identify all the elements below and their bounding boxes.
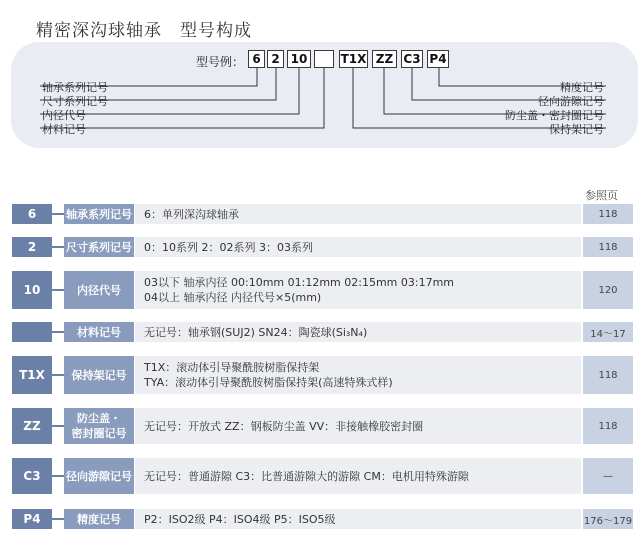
title-sub: 型号构成 xyxy=(180,21,252,41)
row-name: 尺寸系列记号 xyxy=(64,237,134,257)
table-row xyxy=(0,356,644,394)
row-name: 材料记号 xyxy=(64,322,134,342)
row-code: ZZ xyxy=(12,408,52,444)
label-dimension-series: 尺寸系列记号 xyxy=(42,95,108,108)
table-row xyxy=(0,237,644,257)
row-reference: — xyxy=(583,458,633,494)
label-shield-seal: 防尘盖・密封圈记号 xyxy=(505,109,604,122)
row-name: 防尘盖・ 密封圈记号 xyxy=(64,408,134,444)
table-row xyxy=(0,271,644,309)
row-reference: 118 xyxy=(583,356,633,394)
table-row xyxy=(0,458,644,494)
row-description: T1X：滚动体引导聚酰胺树脂保持架 TYA：滚动体引导聚酰胺树脂保持架(高速特殊式样) xyxy=(135,356,581,394)
code-box-bearing-series: 6 xyxy=(248,50,265,68)
row-description: 0：10系列 2：02系列 3：03系列 xyxy=(135,237,581,257)
label-material: 材料记号 xyxy=(42,123,86,136)
row-description: 6：单列深沟球轴承 xyxy=(135,204,581,224)
row-code: 2 xyxy=(12,237,52,257)
row-reference: 118 xyxy=(583,237,633,257)
code-box-radial-clearance: C3 xyxy=(401,50,423,68)
row-reference: 118 xyxy=(583,204,633,224)
reference-page-header: 参照页 xyxy=(585,189,618,202)
label-cage: 保持架记号 xyxy=(549,123,604,136)
table-row xyxy=(0,509,644,529)
label-bearing-series: 轴承系列记号 xyxy=(42,81,108,94)
title-main: 精密深沟球轴承 xyxy=(36,21,162,41)
row-code: 10 xyxy=(12,271,52,309)
row-description: 03以下 轴承内径 00:10mm 01:12mm 02:15mm 03:17mm 04以上 轴承内径 内径代号×5(mm) xyxy=(135,271,581,309)
row-name: 保持架记号 xyxy=(64,356,134,394)
row-connector xyxy=(52,246,64,248)
row-connector xyxy=(52,425,64,427)
row-code xyxy=(12,322,52,342)
code-box-precision: P4 xyxy=(427,50,449,68)
label-precision: 精度记号 xyxy=(560,81,604,94)
row-reference: 118 xyxy=(583,408,633,444)
row-description: 无记号：开放式 ZZ：钢板防尘盖 VV：非接触橡胶密封圈 xyxy=(135,408,581,444)
row-connector xyxy=(52,374,64,376)
row-name: 径向游隙记号 xyxy=(64,458,134,494)
example-label: 型号例： xyxy=(196,55,245,69)
label-radial-clearance: 径向游隙记号 xyxy=(538,95,604,108)
code-box-cage: T1X xyxy=(340,52,367,66)
row-name: 轴承系列记号 xyxy=(64,204,134,224)
row-connector xyxy=(52,518,64,520)
row-name: 精度记号 xyxy=(64,509,134,529)
row-connector xyxy=(52,331,64,333)
row-name: 内径代号 xyxy=(64,271,134,309)
row-code: T1X xyxy=(12,356,52,394)
table-row xyxy=(0,322,644,342)
code-box-material xyxy=(314,50,334,68)
row-connector xyxy=(52,213,64,215)
row-code: 6 xyxy=(12,204,52,224)
row-reference: 176～179 xyxy=(583,509,633,529)
page-title xyxy=(36,16,252,41)
row-connector xyxy=(52,475,64,477)
table-row xyxy=(0,204,644,224)
code-box-dimension-series: 2 xyxy=(267,50,284,68)
code-box-shield-seal: ZZ xyxy=(372,50,397,68)
table-row xyxy=(0,408,644,444)
row-code: P4 xyxy=(12,509,52,529)
row-reference: 120 xyxy=(583,271,633,309)
label-bore-code: 内径代号 xyxy=(42,109,86,122)
row-description: 无记号：普通游隙 C3：比普通游隙大的游隙 CM：电机用特殊游隙 xyxy=(135,458,581,494)
row-description: P2：ISO2级 P4：ISO4级 P5：ISO5级 xyxy=(135,509,581,529)
row-reference: 14～17 xyxy=(583,322,633,342)
row-code: C3 xyxy=(12,458,52,494)
code-box-bore-code: 10 xyxy=(287,50,311,68)
row-description: 无记号：轴承钢(SUJ2) SN24：陶瓷球(Si₃N₄) xyxy=(135,322,581,342)
row-connector xyxy=(52,289,64,291)
